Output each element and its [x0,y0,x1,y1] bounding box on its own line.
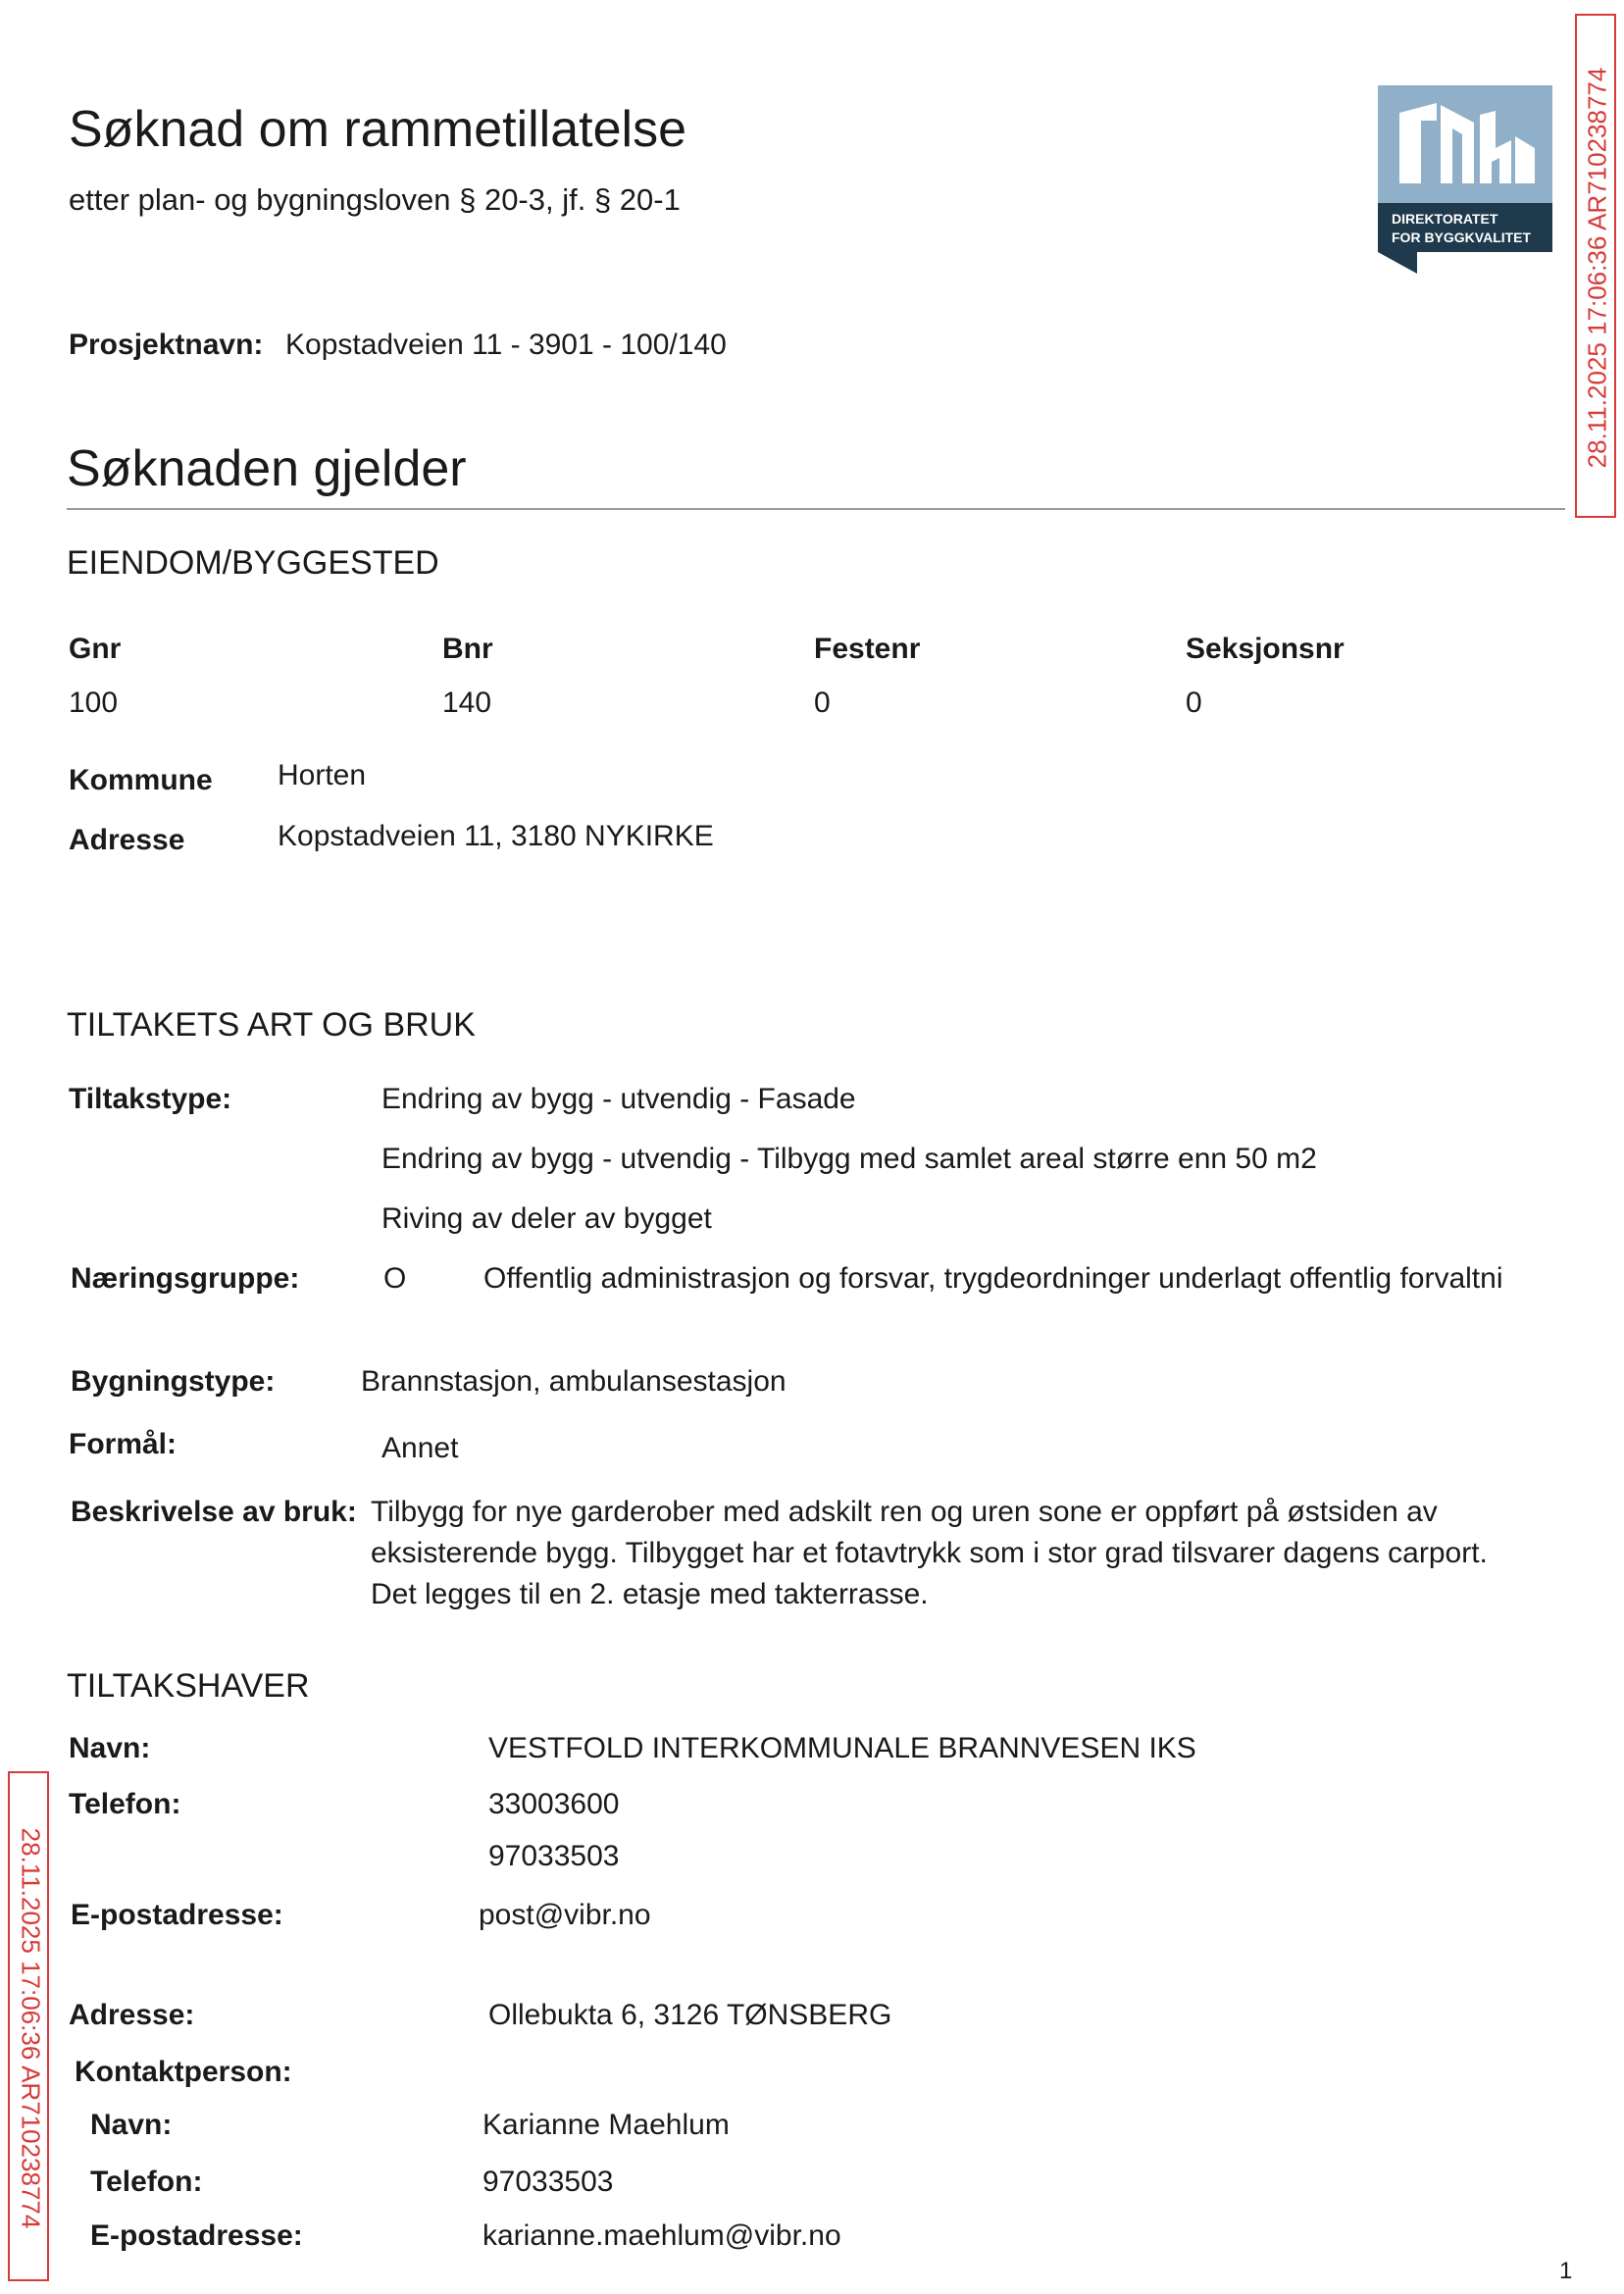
kontakt-navn-value: Karianne Maehlum [482,2109,730,2141]
project-name-value: Kopstadveien 11 - 3901 - 100/140 [285,329,727,361]
section-divider [67,508,1565,510]
tiltakstype-item-1: Endring av bygg - utvendig - Fasade [381,1083,856,1115]
archive-stamp-bottom [8,1771,49,2281]
seksjonsnr-value: 0 [1186,687,1202,719]
kontakt-epost-value: karianne.maehlum@vibr.no [482,2219,841,2252]
naeringsgruppe-code: O [383,1262,407,1295]
page-number: 1 [1559,2258,1573,2284]
document-title: Søknad om rammetillatelse [69,101,686,158]
gnr-label: Gnr [69,633,122,665]
beskrivelse-label: Beskrivelse av bruk: [71,1496,357,1528]
tiltak-heading: TILTAKETS ART OG BRUK [67,1006,476,1044]
archive-stamp-bottom-text: 28.11.2025 17:06:36 AR710238774 [16,1827,46,2229]
section-title: Søknaden gjelder [67,440,467,497]
bnr-label: Bnr [442,633,493,665]
eiendom-heading: EIENDOM/BYGGESTED [67,544,439,582]
kontakt-telefon-label: Telefon: [90,2166,203,2198]
kontakt-telefon-value: 97033503 [482,2166,614,2198]
tiltakstype-item-2: Endring av bygg - utvendig - Tilbygg med samlet areal større enn 50 m2 [381,1143,1317,1175]
tiltakshaver-navn-value: VESTFOLD INTERKOMMUNALE BRANNVESEN IKS [488,1732,1196,1764]
tiltakstype-label: Tiltakstype: [69,1083,232,1115]
gnr-value: 100 [69,687,119,719]
tiltakshaver-epost-value: post@vibr.no [479,1899,651,1931]
archive-stamp-top-text: 28.11.2025 17:06:36 AR710238774 [1582,67,1612,469]
kommune-label: Kommune [69,764,213,796]
tiltakstype-item-3: Riving av deler av bygget [381,1202,712,1235]
project-name-label: Prosjektnavn: [69,329,264,361]
bnr-value: 140 [442,687,492,719]
tiltakshaver-telefon-label: Telefon: [69,1788,181,1820]
bygningstype-value: Brannstasjon, ambulansestasjon [361,1365,787,1398]
festenr-label: Festenr [814,633,921,665]
formal-label: Formål: [69,1428,178,1460]
tiltakshaver-epost-label: E-postadresse: [71,1899,283,1931]
document-subtitle: etter plan- og bygningsloven § 20-3, jf. § 20-1 [69,182,681,217]
beskrivelse-line-2: eksisterende bygg. Tilbygget har et fotavtrykk som i stor grad tilsvarer dagens carport. [371,1537,1488,1569]
kommune-value: Horten [278,759,367,791]
naeringsgruppe-text: Offentlig administrasjon og forsvar, trygdeordninger underlagt offentlig forvaltni [483,1262,1503,1295]
formal-value: Annet [381,1432,459,1464]
festenr-value: 0 [814,687,831,719]
naeringsgruppe-label: Næringsgruppe: [71,1262,300,1295]
tiltakshaver-telefon-value-2: 97033503 [488,1840,620,1872]
tiltakshaver-adresse-value: Ollebukta 6, 3126 TØNSBERG [488,1999,892,2031]
adresse-value: Kopstadveien 11, 3180 NYKIRKE [278,820,714,852]
logo-text-line1: DIREKTORATET [1392,211,1498,227]
dibk-logo [1378,85,1552,260]
adresse-label: Adresse [69,824,185,856]
logo-text-line2: FOR BYGGKVALITET [1392,229,1532,245]
beskrivelse-line-1: Tilbygg for nye garderober med adskilt ren og uren sone er oppført på østsiden av [371,1496,1438,1528]
tiltakshaver-adresse-label: Adresse: [69,1999,195,2031]
seksjonsnr-label: Seksjonsnr [1186,633,1345,665]
kontakt-epost-label: E-postadresse: [90,2219,303,2252]
kontakt-navn-label: Navn: [90,2109,173,2141]
tiltakshaver-navn-label: Navn: [69,1732,151,1764]
tiltakshaver-heading: TILTAKSHAVER [67,1667,310,1705]
tiltakshaver-telefon-value-1: 33003600 [488,1788,620,1820]
archive-stamp-top [1575,14,1616,518]
kontaktperson-label: Kontaktperson: [75,2056,292,2088]
beskrivelse-line-3: Det legges til en 2. etasje med takterrasse. [371,1578,929,1610]
bygningstype-label: Bygningstype: [71,1365,276,1398]
